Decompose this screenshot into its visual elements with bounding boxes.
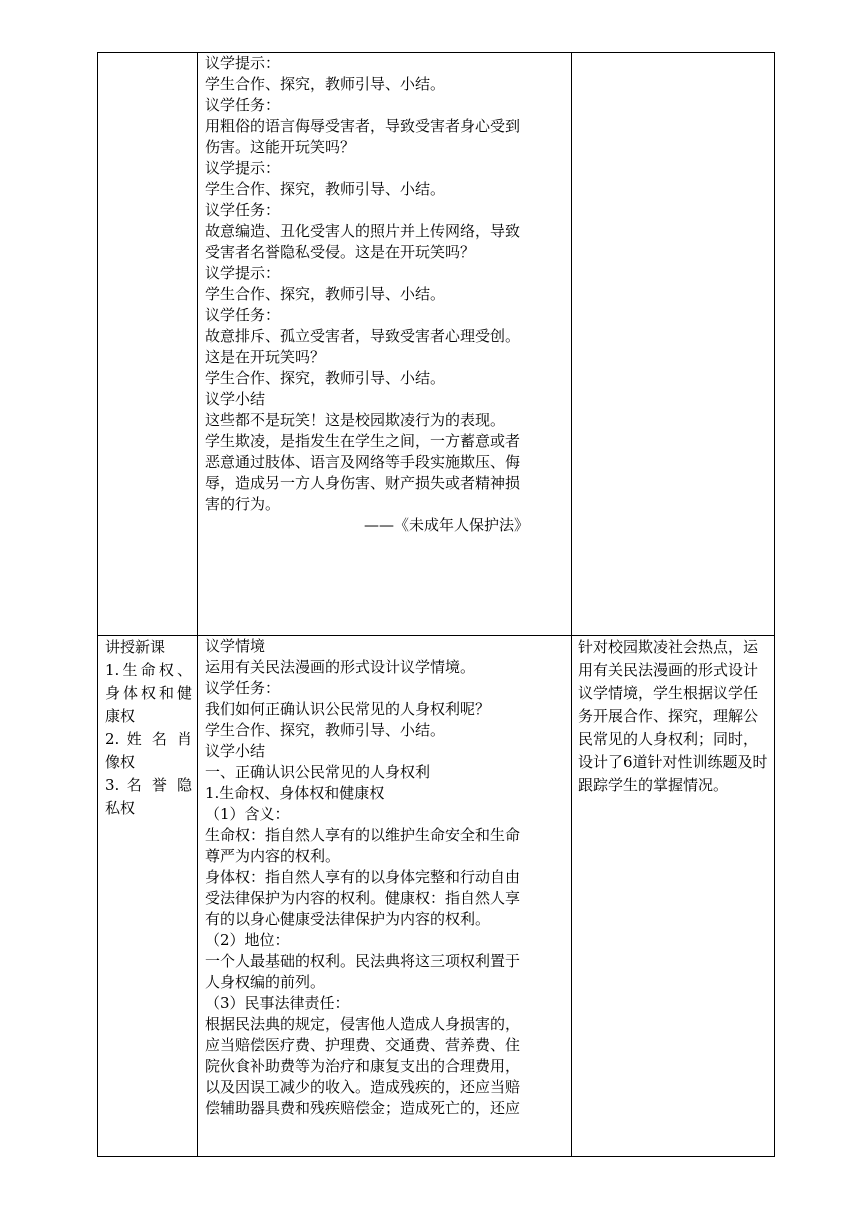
text-line: 人身权编的前列。 [205, 973, 326, 991]
text-line: 伤害。这能开玩笑吗？ [205, 138, 356, 156]
text-line: 这是在开玩笑吗？ [205, 348, 326, 366]
text-line: 应当赔偿医疗费、护理费、交通费、营养费、住 [205, 1036, 521, 1054]
text-line: 偿辅助器具费和残疾赔偿金；造成死亡的，还应 [205, 1099, 521, 1117]
text-line: 受害者名誉隐私受侵。这是在开玩笑吗？ [205, 243, 476, 261]
design-intent: 针对校园欺凌社会热点，运用有关民法漫画的形式设计议学情境，学生根据议学任务开展合作、探究，理解公民常见的人身权利；同时，设计了6道针对性训练题及时跟踪学生的掌握情况。 [578, 638, 768, 794]
text-line: 议学任务： [205, 306, 281, 324]
row1-middle-text [198, 53, 571, 515]
text-line: 这些都不是玩笑！这是校园欺凌行为的表现。 [205, 411, 506, 429]
text-line: 学生合作、探究，教师引导、小结。 [205, 285, 446, 303]
text-line: 一、正确认识公民常见的人身权利 [205, 763, 431, 781]
text-line: 院伙食补助费等为治疗和康复支出的合理费用， [205, 1057, 521, 1075]
law-quote: ——《未成年人保护法》 [363, 516, 529, 534]
row2-right-cell [572, 636, 775, 1157]
text-line: （1）含义： [205, 805, 290, 823]
row2-middle-text [198, 636, 571, 1119]
section-topics [98, 636, 197, 820]
text-line: 害的行为。 [205, 495, 281, 513]
topic-line: 讲授新课 [105, 638, 166, 656]
text-line: 一个人最基础的权利。民法典将这三项权利置于 [205, 952, 521, 970]
topic-line: 2. 姓 名 肖像权 [105, 730, 192, 771]
text-line: 学生合作、探究，教师引导、小结。 [205, 369, 446, 387]
table-row [98, 53, 775, 636]
text-line: 学生合作、探究，教师引导、小结。 [205, 75, 446, 93]
text-line: 恶意通过肢体、语言及网络等手段实施欺压、侮 [205, 453, 521, 471]
text-line: 1.生命权、身体权和健康权 [205, 784, 385, 802]
text-line: （2）地位： [205, 931, 290, 949]
text-line: 受法律保护为内容的权利。健康权：指自然人享 [205, 889, 521, 907]
row2-left-cell [98, 636, 198, 1157]
lesson-plan-table [97, 52, 775, 1157]
text-line: 议学小结 [205, 742, 266, 760]
text-line: 尊严为内容的权利。 [205, 847, 341, 865]
text-line: 有的以身心健康受法律保护为内容的权利。 [205, 910, 491, 928]
text-line: 议学情境 [205, 637, 266, 655]
text-line: 学生合作、探究，教师引导、小结。 [205, 721, 446, 739]
text-line: 议学提示： [205, 54, 281, 72]
text-line: 用粗俗的语言侮辱受害者，导致受害者身心受到 [205, 117, 521, 135]
text-line: 我们如何正确认识公民常见的人身权利呢？ [205, 700, 491, 718]
text-line: 议学提示： [205, 264, 281, 282]
table-row [98, 636, 775, 1157]
text-line: 学生合作、探究，教师引导、小结。 [205, 180, 446, 198]
text-line: 辱，造成另一方人身伤害、财产损失或者精神损 [205, 474, 521, 492]
text-line: 议学任务： [205, 679, 281, 697]
topic-line: 1.生命权、身体权和健康权 [105, 661, 192, 725]
text-line: 故意编造、丑化受害人的照片并上传网络，导致 [205, 222, 521, 240]
text-line: （3）民事法律责任： [205, 994, 350, 1012]
text-line: 根据民法典的规定，侵害他人造成人身损害的， [205, 1015, 521, 1033]
text-line: 议学提示： [205, 159, 281, 177]
text-line: 生命权：指自然人享有的以维护生命安全和生命 [205, 826, 521, 844]
text-line: 故意排斥、孤立受害者，导致受害者心理受创。 [205, 327, 521, 345]
text-line: 身体权：指自然人享有的以身体完整和行动自由 [205, 868, 521, 886]
text-line: 运用有关民法漫画的形式设计议学情境。 [205, 658, 476, 676]
row2-middle-cell [198, 636, 572, 1157]
row1-right-cell [572, 53, 775, 636]
text-line: 议学任务： [205, 201, 281, 219]
row1-middle-cell [198, 53, 572, 636]
text-line: 以及因误工减少的收入。造成残疾的，还应当赔 [205, 1078, 521, 1096]
row1-left-cell [98, 53, 198, 636]
text-line: 议学小结 [205, 390, 266, 408]
text-line: 学生欺凌，是指发生在学生之间，一方蓄意或者 [205, 432, 521, 450]
text-line: 议学任务： [205, 96, 281, 114]
topic-line: 3. 名 誉 隐私权 [105, 776, 192, 817]
